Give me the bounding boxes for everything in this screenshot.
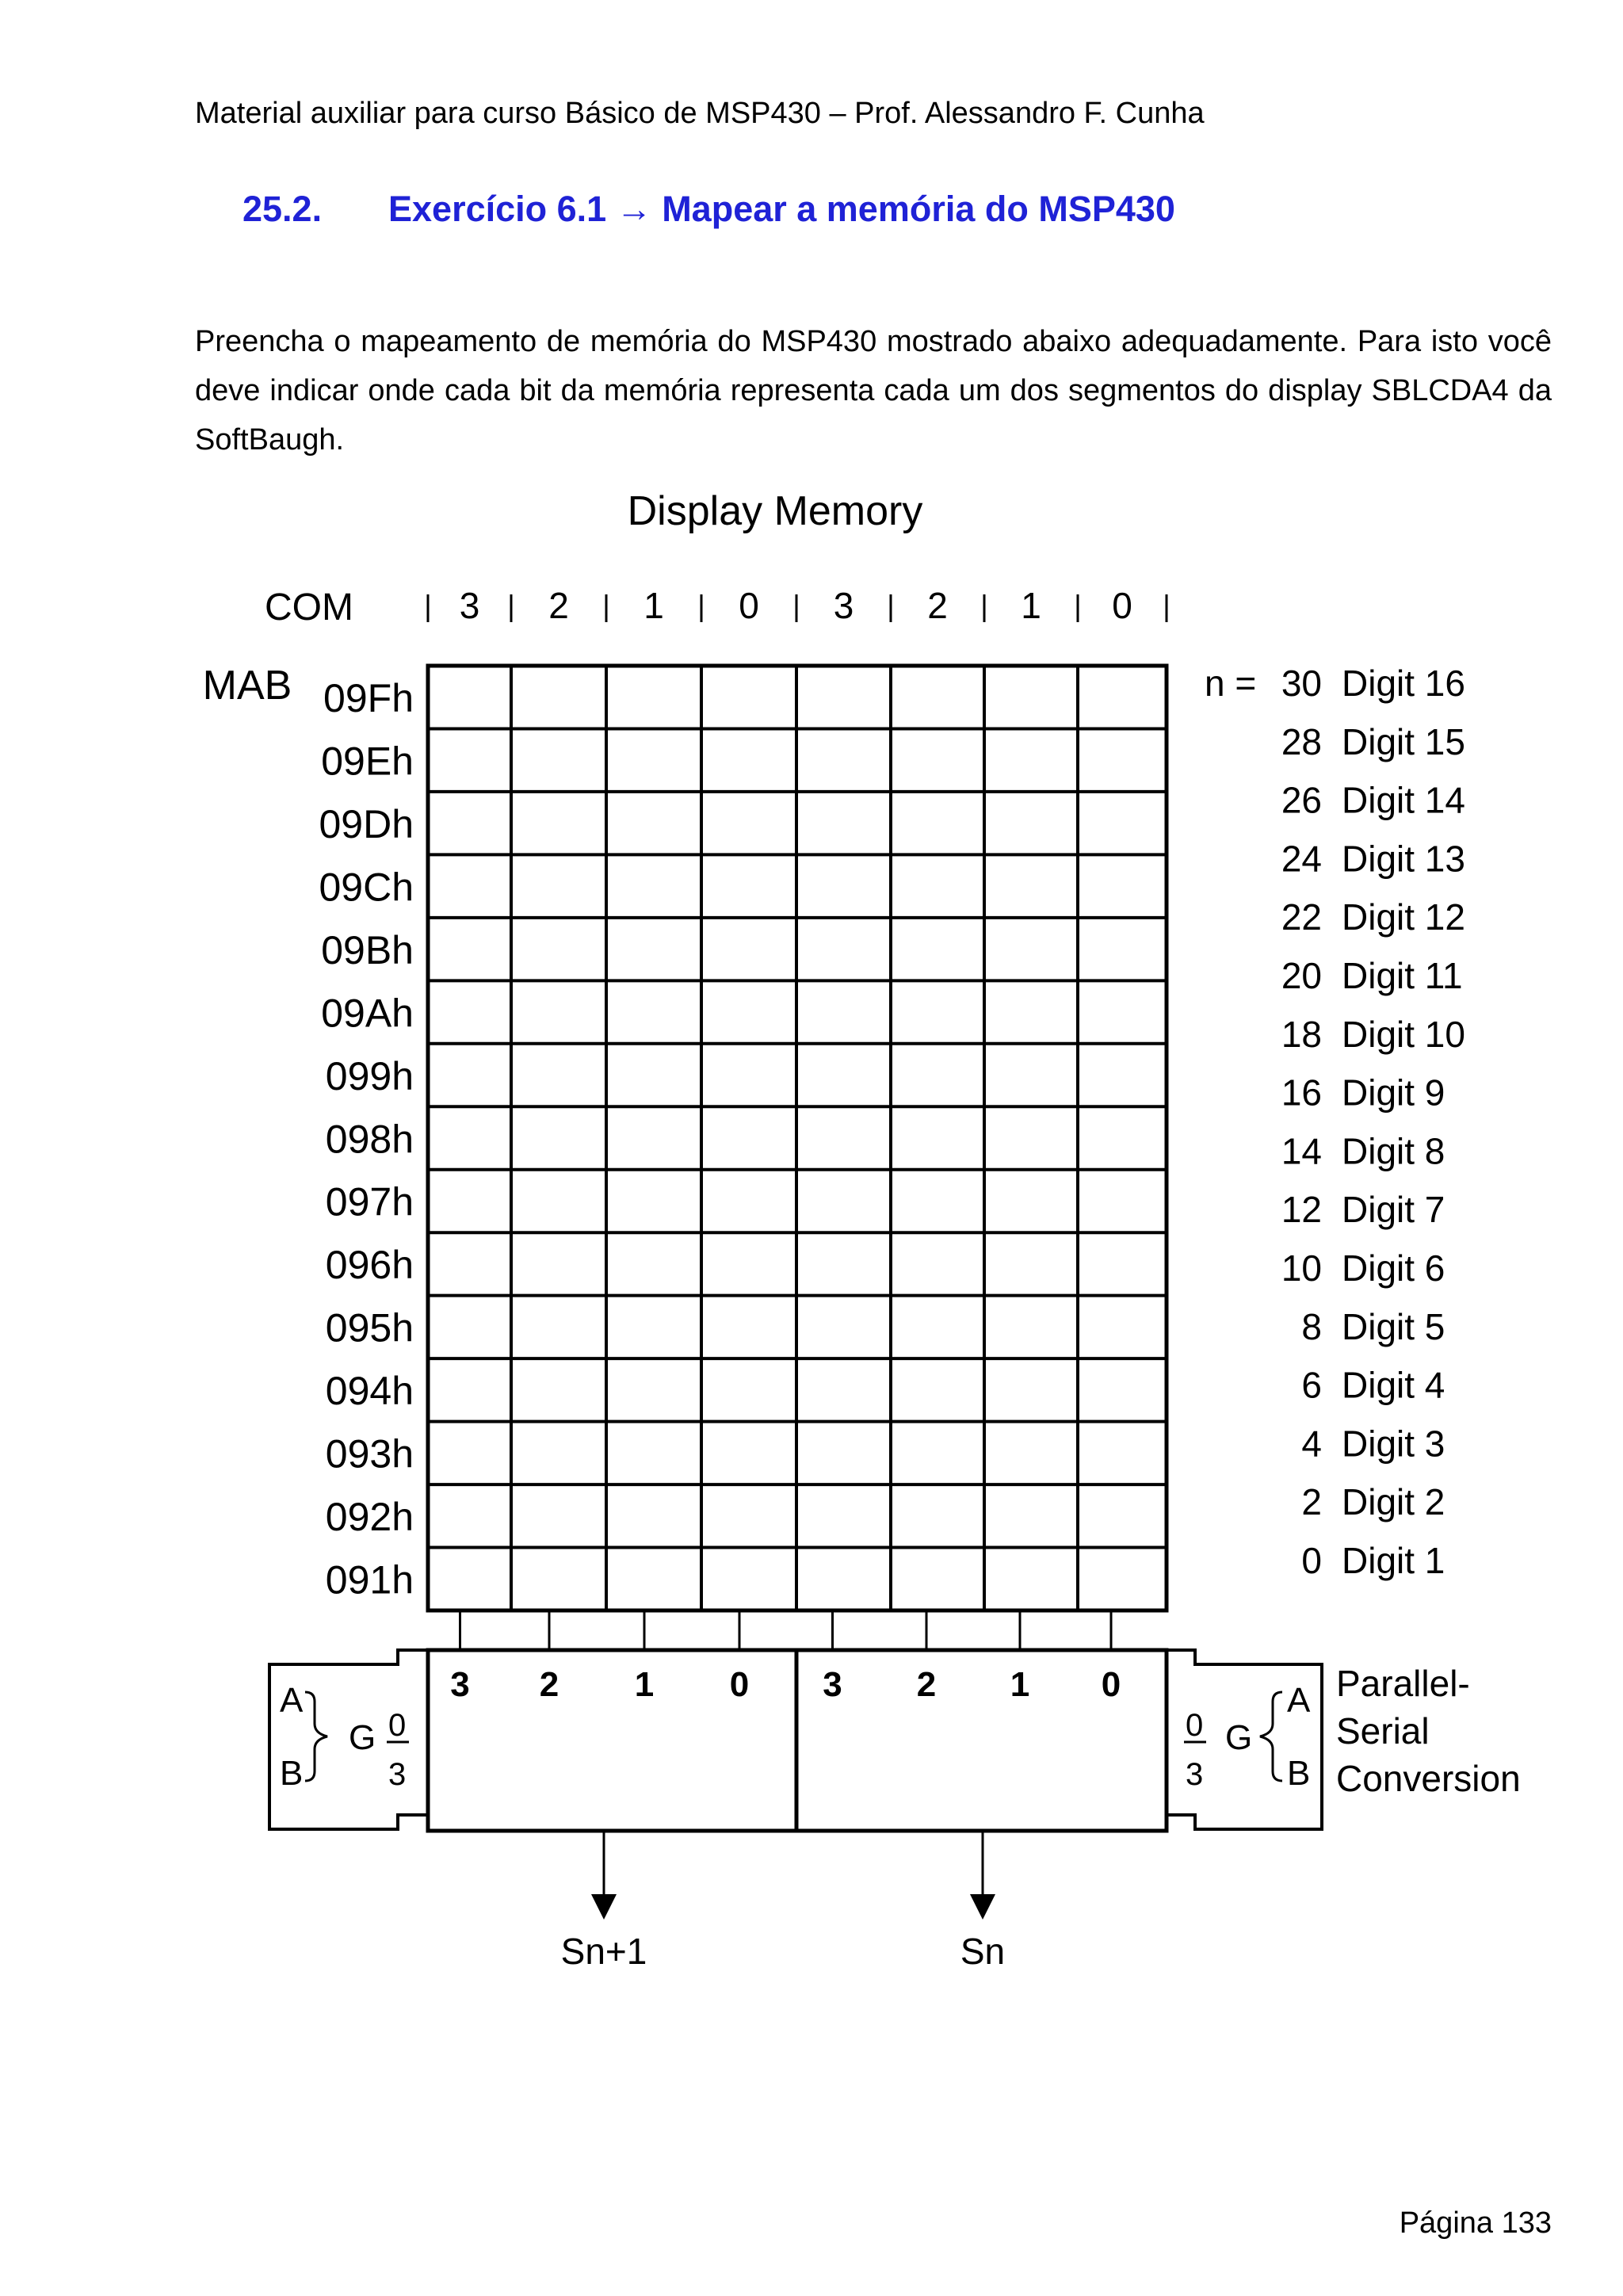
- section-number: 25.2.: [242, 189, 323, 229]
- output-label: Sn: [960, 1931, 1006, 1972]
- address-label: 09Fh: [323, 676, 414, 720]
- section-title: Exercício 6.1 → Mapear a memória do MSP430: [388, 189, 1175, 229]
- address-label: 098h: [325, 1117, 414, 1162]
- converter-bit-label: 3: [823, 1665, 842, 1704]
- n-value: 20: [1281, 955, 1322, 996]
- memory-grid: [428, 666, 1167, 1610]
- converter-bit-label: 1: [1010, 1665, 1030, 1704]
- digit-label: Digit 15: [1342, 720, 1465, 762]
- digit-label: Digit 4: [1342, 1364, 1445, 1406]
- n-value: 22: [1281, 896, 1322, 938]
- com-header: [428, 585, 1167, 626]
- diagram-title: Display Memory: [627, 488, 923, 534]
- digit-label: Digit 16: [1342, 663, 1465, 704]
- parallel-serial-converter: [428, 1610, 1167, 1831]
- n-value: 14: [1281, 1130, 1322, 1172]
- n-value: 26: [1281, 779, 1322, 821]
- address-label: 095h: [325, 1305, 414, 1350]
- digit-label: Digit 3: [1342, 1423, 1445, 1465]
- converter-bit-label: 1: [634, 1665, 655, 1704]
- address-label: 099h: [325, 1053, 414, 1098]
- mux-right: [1167, 1650, 1322, 1829]
- mux-label-b: B: [280, 1754, 304, 1793]
- converter-bit-label: 0: [1101, 1665, 1121, 1704]
- mux-label-a: A: [1287, 1681, 1311, 1720]
- n-value: 30: [1281, 663, 1322, 704]
- digit-label: Digit 9: [1342, 1072, 1445, 1114]
- n-value: 24: [1281, 838, 1322, 880]
- address-labels: [319, 676, 414, 1603]
- conversion-label: [1336, 1663, 1521, 1799]
- com-column-label: 3: [459, 585, 480, 626]
- digit-label: Digit 5: [1342, 1305, 1445, 1347]
- address-label: 093h: [325, 1431, 414, 1477]
- n-value: 18: [1281, 1013, 1322, 1055]
- address-label: 09Bh: [321, 927, 414, 972]
- mux-label-g: G: [1225, 1718, 1253, 1757]
- address-label: 097h: [325, 1179, 414, 1224]
- section-heading: [242, 189, 1175, 230]
- address-label: 09Eh: [321, 739, 414, 784]
- mux-label-b: B: [1287, 1754, 1311, 1793]
- com-column-label: 1: [1021, 585, 1041, 626]
- mux-brace: [1260, 1692, 1282, 1781]
- output-label: Sn+1: [560, 1931, 647, 1972]
- n-value: 2: [1301, 1481, 1322, 1523]
- converter-bit-label: 2: [539, 1665, 559, 1704]
- digit-label: Digit 1: [1342, 1540, 1445, 1581]
- serial-outputs: [561, 1831, 1005, 1972]
- com-column-label: 0: [739, 585, 759, 626]
- mux-label-top: 0: [1186, 1708, 1204, 1743]
- digit-label: Digit 10: [1342, 1013, 1465, 1055]
- mux-label-g: G: [349, 1718, 376, 1757]
- digit-label: Digit 8: [1342, 1130, 1445, 1172]
- body-paragraph: Preencha o mapeamento de memória do MSP430 mostrado abaixo adequadamente. Para isto você deve indicar onde cada bit da memória representa cada um dos segmentos do display SBLCDA4 da SoftBaugh.: [195, 325, 1552, 457]
- conversion-label-line: Serial: [1336, 1710, 1430, 1752]
- com-column-label: 0: [1112, 585, 1132, 626]
- mux-label-bottom: 3: [1186, 1757, 1204, 1792]
- com-label: COM: [265, 586, 353, 628]
- mux-brace: [305, 1692, 327, 1781]
- mux-label-bottom: 3: [388, 1757, 407, 1792]
- display-memory-diagram: [190, 476, 1553, 1981]
- digit-label: Digit 2: [1342, 1481, 1445, 1523]
- converter-bit-label: 2: [916, 1665, 937, 1704]
- output-arrow-icon: [970, 1894, 995, 1920]
- com-column-label: 2: [927, 585, 948, 626]
- n-value: 10: [1281, 1247, 1322, 1289]
- address-label: 094h: [325, 1369, 414, 1414]
- n-value: 4: [1301, 1423, 1322, 1465]
- running-header: Material auxiliar para curso Básico de MSP430 – Prof. Alessandro F. Cunha: [195, 97, 1205, 130]
- address-label: 09Ah: [321, 991, 414, 1036]
- conversion-label-line: Conversion: [1336, 1758, 1521, 1799]
- digit-label: Digit 14: [1342, 779, 1465, 821]
- mux-label-a: A: [280, 1681, 304, 1720]
- digit-labels: [1205, 663, 1465, 1581]
- com-column-label: 3: [833, 585, 854, 626]
- n-value: 28: [1281, 720, 1322, 762]
- n-value: 8: [1301, 1305, 1322, 1347]
- address-label: 092h: [325, 1495, 414, 1540]
- mux-left: [269, 1650, 428, 1829]
- conversion-label-line: Parallel-: [1336, 1663, 1470, 1704]
- converter-bit-label: 3: [450, 1665, 470, 1704]
- digit-label: Digit 7: [1342, 1189, 1445, 1231]
- mux-label-top: 0: [388, 1708, 407, 1743]
- address-label: 091h: [325, 1557, 414, 1603]
- mab-label: MAB: [202, 663, 292, 709]
- n-value: 6: [1301, 1364, 1322, 1406]
- output-arrow-icon: [591, 1894, 617, 1920]
- digit-label: Digit 6: [1342, 1247, 1445, 1289]
- digit-label: Digit 12: [1342, 896, 1465, 938]
- com-column-label: 1: [643, 585, 664, 626]
- converter-bit-label: 0: [729, 1665, 750, 1704]
- digit-label: Digit 11: [1342, 955, 1463, 996]
- n-value: 12: [1281, 1189, 1322, 1231]
- digit-label: Digit 13: [1342, 838, 1465, 880]
- n-value: 16: [1281, 1072, 1322, 1114]
- com-column-label: 2: [548, 585, 569, 626]
- address-label: 09Ch: [319, 865, 414, 910]
- address-label: 096h: [325, 1243, 414, 1288]
- page-number: Página 133: [1399, 2206, 1552, 2240]
- address-label: 09Dh: [319, 801, 414, 846]
- n-value: 0: [1301, 1540, 1322, 1581]
- n-prefix: n =: [1205, 663, 1257, 704]
